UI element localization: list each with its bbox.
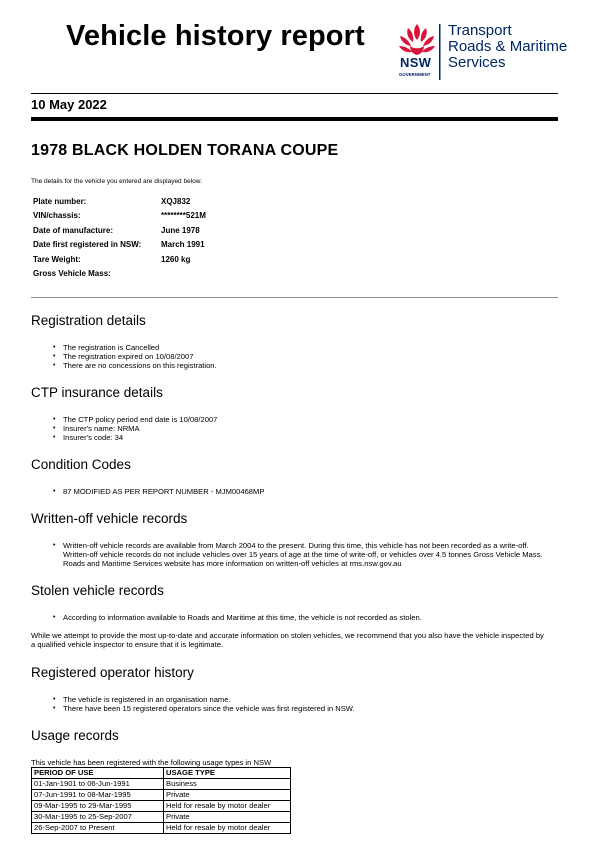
header-divider <box>31 93 558 94</box>
details-divider <box>31 297 558 298</box>
vin-label: VIN/chassis: <box>33 211 81 220</box>
usage-type-cell: Private <box>164 812 291 823</box>
list-item: • The CTP policy period end date is 10/08/2007 <box>53 415 553 424</box>
operator-history-list <box>53 695 553 713</box>
usage-type-cell: Held for resale by motor dealer <box>164 801 291 812</box>
list-item: • Insurer's code: 34 <box>53 433 553 442</box>
list-item: • The registration expired on 10/08/2007 <box>53 352 553 361</box>
stolen-disclaimer: While we attempt to provide the most up-to-date and accurate information on stolen vehicles, we recommend that you also have the vehicle inspected by a qualified vehicle inspector to ensure that it is legitimate. <box>31 631 544 649</box>
column-header-usage-type: USAGE TYPE <box>164 768 291 779</box>
period-cell: 09-Mar-1995 to 29-Mar-1995 <box>32 801 164 812</box>
written-off-list <box>53 541 553 568</box>
usage-records-heading: Usage records <box>31 728 119 743</box>
period-cell: 07-Jun-1991 to 08-Mar-1995 <box>32 790 164 801</box>
stolen-heading: Stolen vehicle records <box>31 583 164 598</box>
date-divider <box>31 117 558 121</box>
list-item: • The registration is Cancelled <box>53 343 553 352</box>
vin-value: ********521M <box>161 211 206 220</box>
list-item: • The vehicle is registered in an organisation name. <box>53 695 553 704</box>
report-title: Vehicle history report <box>66 20 365 52</box>
logo-line-transport: Transport <box>448 22 512 39</box>
logo-line-roads-maritime: Roads & Maritime <box>448 38 568 55</box>
ctp-list <box>53 415 553 442</box>
stolen-list <box>53 613 553 622</box>
manufacture-date-value: June 1978 <box>161 226 200 235</box>
first-registered-label: Date first registered in NSW: <box>33 240 142 249</box>
vehicle-name: 1978 BLACK HOLDEN TORANA COUPE <box>31 142 339 159</box>
period-cell: 26-Sep-2007 to Present <box>32 823 164 834</box>
list-item: • Insurer's name: NRMA <box>53 424 553 433</box>
operator-history-heading: Registered operator history <box>31 665 194 680</box>
usage-intro: This vehicle has been registered with the following usage types in NSW <box>31 758 272 767</box>
list-item: • There have been 15 registered operators since the vehicle was first registered in NSW. <box>53 704 553 713</box>
period-cell: 01-Jan-1901 to 06-Jun-1991 <box>32 779 164 790</box>
table-row <box>32 812 291 823</box>
table-row <box>32 779 291 790</box>
written-off-heading: Written-off vehicle records <box>31 511 188 526</box>
first-registered-value: March 1991 <box>161 240 205 249</box>
condition-codes-list <box>53 487 553 496</box>
gross-vehicle-mass-label: Gross Vehicle Mass: <box>33 269 111 278</box>
tare-weight-label: Tare Weight: <box>33 255 81 264</box>
registration-heading: Registration details <box>31 313 146 328</box>
period-cell: 30-Mar-1995 to 25-Sep-2007 <box>32 812 164 823</box>
column-header-period: PERIOD OF USE <box>32 768 164 779</box>
table-row <box>32 790 291 801</box>
usage-type-cell: Business <box>164 779 291 790</box>
table-row <box>32 801 291 812</box>
usage-table <box>31 767 291 834</box>
usage-type-cell: Private <box>164 790 291 801</box>
plate-number-value: XQJ832 <box>161 197 191 206</box>
list-item: • 87 MODIFIED AS PER REPORT NUMBER - MJM00468MP <box>53 487 553 496</box>
vehicle-intro: The details for the vehicle you entered are displayed below. <box>31 178 202 185</box>
ctp-heading: CTP insurance details <box>31 385 163 400</box>
nsw-transport-logo <box>396 22 566 84</box>
table-row <box>32 823 291 834</box>
logo-line-services: Services <box>448 54 506 71</box>
condition-codes-heading: Condition Codes <box>31 457 131 472</box>
plate-number-label: Plate number: <box>33 197 87 206</box>
table-header-row <box>32 768 291 779</box>
government-wordmark: GOVERNMENT <box>399 72 431 77</box>
list-item: • Written-off vehicle records are available from March 2004 to the present. During this time, this vehicle has not been recorded as a write-off. Written-off vehicle records do not include vehicles over 15 years of age at the time of write-off, or vehicles over 4.5 tonnes Gross Vehicle Mass. Roads and Maritime Services website has more information on written-off vehicles at rms.nsw.gov.au <box>53 541 553 568</box>
usage-type-cell: Held for resale by motor dealer <box>164 823 291 834</box>
report-date: 10 May 2022 <box>31 97 107 112</box>
list-item: • There are no concessions on this registration. <box>53 361 553 370</box>
tare-weight-value: 1260 kg <box>161 255 191 264</box>
registration-list <box>53 343 553 370</box>
nsw-wordmark: NSW <box>400 55 432 70</box>
list-item: • According to information available to Roads and Maritime at this time, the vehicle is not recorded as stolen. <box>53 613 553 622</box>
manufacture-date-label: Date of manufacture: <box>33 226 114 235</box>
